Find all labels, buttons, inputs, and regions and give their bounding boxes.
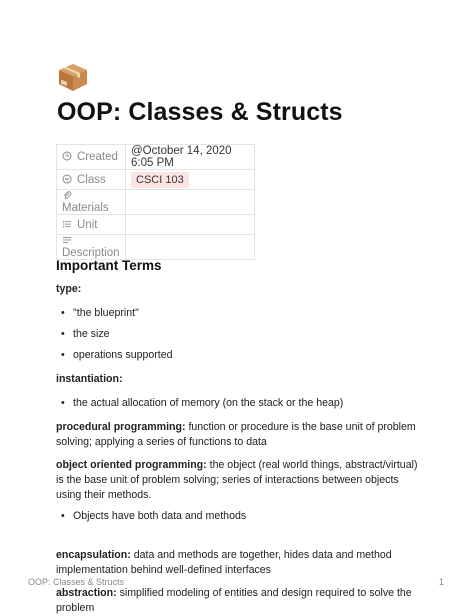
property-value[interactable]: @October 14, 2020 6:05 PM [126,145,255,170]
term-label: object oriented programming: [56,459,207,471]
package-box-icon [57,62,89,92]
term-oop [56,458,424,503]
property-label: Created [77,151,118,163]
page-content [56,258,424,616]
property-label: Materials [62,202,109,214]
term-definition: data and methods are together, hides data and method implementation behind well-defined interfaces [56,549,392,576]
footer-title: OOP: Classes & Structs [28,577,125,587]
properties-table [56,144,255,260]
property-value[interactable] [126,215,255,235]
term-definition: simplified modeling of entities and design required to solve the problem [56,587,412,614]
term-label: procedural programming: [56,421,186,433]
list-item: • the actual allocation of memory (on the stack or the heap) [56,396,424,411]
term-type [56,282,424,297]
term-definition: the object (real world things, abstract/virtual) is the base unit of problem solving; series of interactions between objects using their methods. [56,459,418,501]
term-definition: function or procedure is the base unit of problem solving; applying a series of functions to data [56,421,416,448]
property-row-unit [57,215,255,235]
term-abstraction [56,586,424,616]
property-label: Class [77,173,106,186]
term-label: abstraction: [56,587,117,599]
property-row-created [57,145,255,170]
term-instantiation [56,372,424,387]
term-label: encapsulation: [56,549,131,561]
property-value[interactable] [126,190,255,215]
list-icon [62,219,72,229]
property-row-description [57,235,255,260]
instantiation-list [56,396,424,411]
property-value[interactable] [126,235,255,260]
list-item: • operations supported [56,348,424,363]
list-item: • the size [56,327,424,342]
type-list [56,306,424,363]
term-procedural [56,420,424,450]
class-tag[interactable]: CSCI 103 [131,172,189,188]
oop-list [56,509,424,524]
term-label: instantiation: [56,373,123,385]
property-label: Description [62,247,120,259]
list-item: • "the blueprint" [56,306,424,321]
property-row-class [57,170,255,190]
term-label: type: [56,283,82,295]
clock-icon [62,151,72,161]
page-title: OOP: Classes & Structs [57,98,343,126]
property-label: Unit [77,218,98,231]
page-number: 1 [438,577,444,587]
page-footer [28,577,444,587]
section-heading: Important Terms [56,258,162,273]
paperclip-icon [62,190,72,200]
term-encapsulation [56,548,424,578]
list-item: • Objects have both data and methods [56,509,424,524]
property-row-materials [57,190,255,215]
select-circle-icon [62,174,72,184]
text-lines-icon [62,235,72,245]
